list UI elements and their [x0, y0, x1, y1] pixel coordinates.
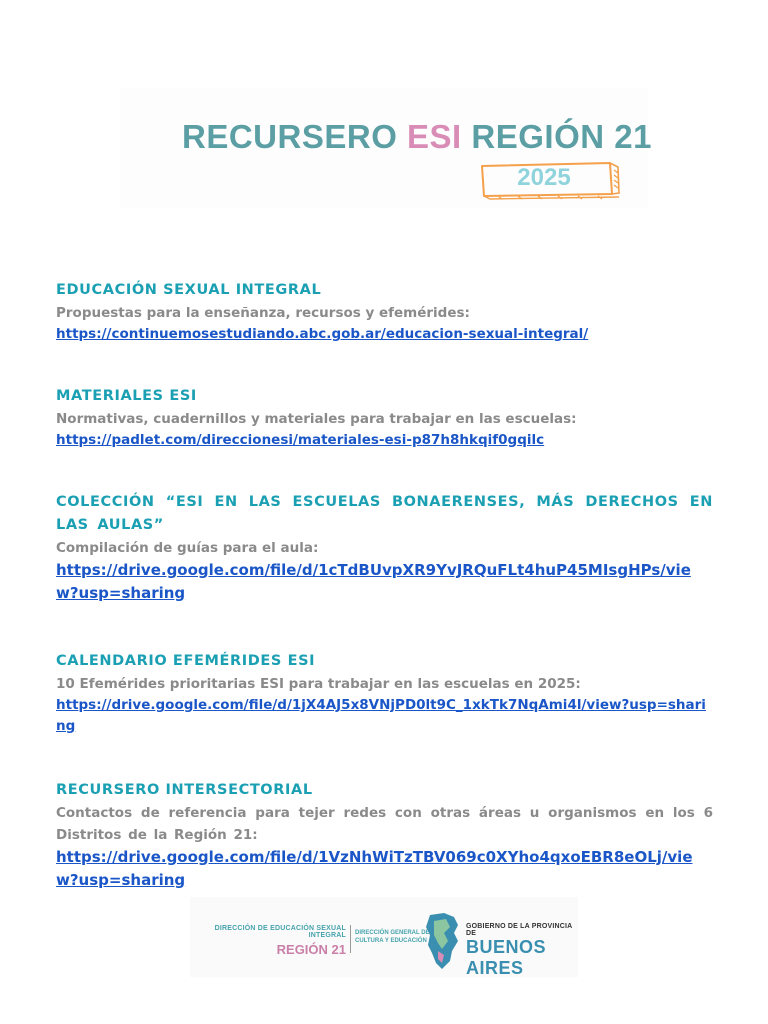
section-link[interactable]: https://drive.google.com/file/d/1cTdBUvpXR9YvJRQuFLt4huP45MIsgHPs/view?usp=sharing — [56, 561, 691, 602]
section-calendario-efemerides — [56, 650, 713, 737]
section-title: MATERIALES ESI — [56, 388, 197, 404]
section-coleccion-esi — [56, 491, 713, 605]
section-recursero-intersectorial — [56, 779, 713, 892]
province-map-icon — [424, 911, 462, 971]
section-educacion-sexual-integral — [56, 279, 713, 345]
section-materiales-esi — [56, 385, 713, 451]
year-badge — [478, 160, 616, 198]
title-part-recursero: RECURSERO — [182, 118, 398, 155]
section-description: Contactos de referencia para tejer redes con otras áreas u organismos en los 6 Distritos de la Región 21: — [56, 805, 713, 843]
direccion-label: DIRECCIÓN DE EDUCACIÓN SEXUAL INTEGRAL — [214, 925, 346, 939]
section-description: Propuestas para la enseñanza, recursos y efemérides: — [56, 305, 470, 321]
section-title: RECURSERO INTERSECTORIAL — [56, 782, 313, 798]
region-label: REGIÓN 21 — [276, 942, 346, 957]
header-banner — [120, 88, 652, 208]
section-title: CALENDARIO EFEMÉRIDES ESI — [56, 653, 316, 669]
section-title: EDUCACIÓN SEXUAL INTEGRAL — [56, 282, 322, 298]
dgce-line-2: CULTURA Y EDUCACIÓN — [355, 938, 427, 944]
section-link[interactable]: https://continuemosestudiando.abc.gob.ar/educacion-sexual-integral/ — [56, 326, 589, 342]
title-part-region: REGIÓN 21 — [471, 118, 652, 155]
section-description: Compilación de guías para el aula: — [56, 540, 319, 556]
dgce-logo — [355, 929, 435, 945]
footer-logos — [190, 897, 578, 977]
gobierno-label: GOBIERNO DE LA PROVINCIA DE — [466, 923, 573, 937]
esi-region-logo — [196, 925, 346, 957]
section-link[interactable]: https://drive.google.com/file/d/1VzNhWiTzTBV069c0XYho4qxoEBR8eOLj/view?usp=sharing — [56, 848, 693, 889]
gobierno-logo — [466, 923, 578, 979]
title-part-esi: ESI — [407, 118, 462, 155]
dgce-line-1: DIRECCIÓN GENERAL DE — [355, 930, 430, 936]
section-description: Normativas, cuadernillos y materiales para trabajar en las escuelas: — [56, 411, 577, 427]
year-label: 2025 — [517, 164, 571, 191]
section-link[interactable]: https://padlet.com/direccionesi/materiales-esi-p87h8hkqif0gqilc — [56, 432, 545, 448]
divider — [350, 925, 351, 953]
section-description: 10 Efemérides prioritarias ESI para trabajar en las escuelas en 2025: — [56, 676, 581, 692]
buenos-aires-label: BUENOS AIRES — [466, 937, 547, 978]
section-link[interactable]: https://drive.google.com/file/d/1jX4AJ5x8VNjPD0lt9C_1xkTk7NqAmi4l/view?usp=sharing — [56, 697, 706, 734]
section-title: COLECCIÓN “ESI EN LAS ESCUELAS BONAERENSES, MÁS DERECHOS EN LAS AULAS” — [56, 494, 713, 533]
page-title — [182, 118, 652, 156]
